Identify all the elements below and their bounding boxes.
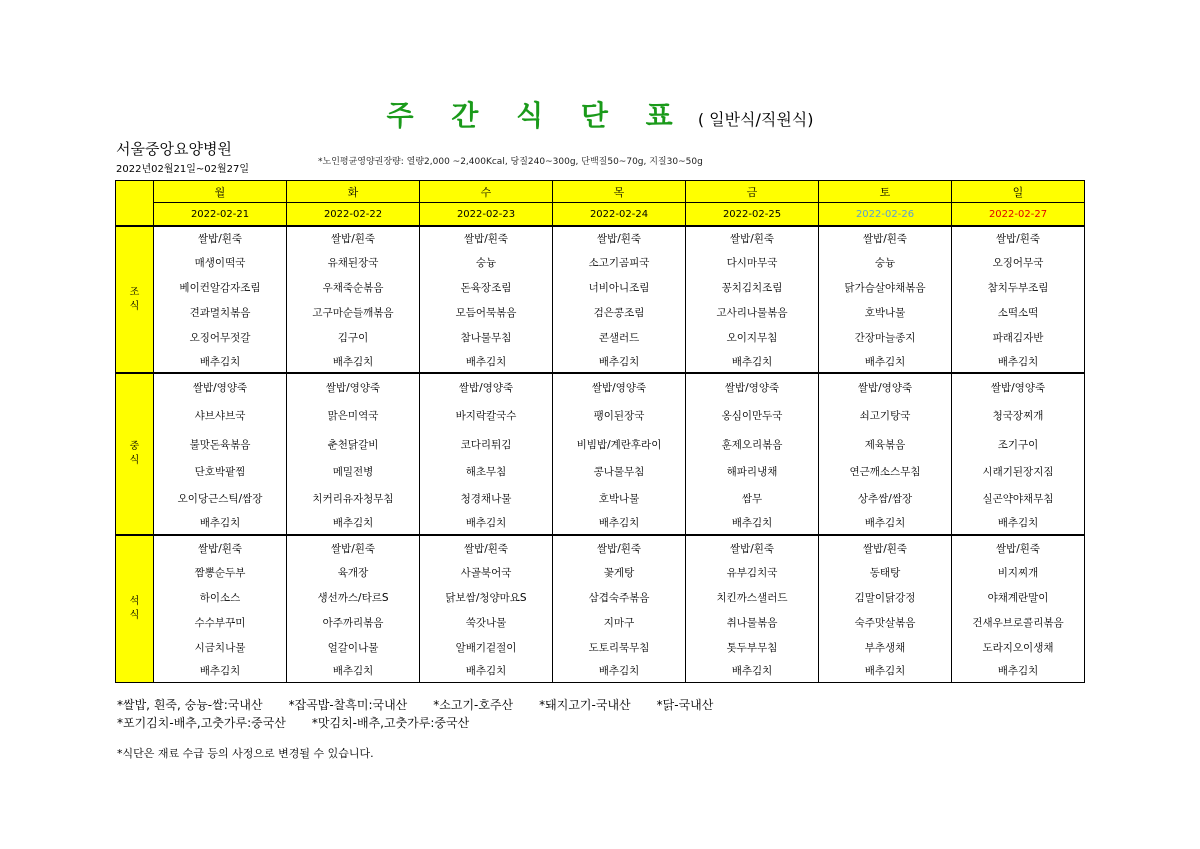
date-header: 2022-02-25 [686, 203, 819, 227]
menu-item: 훈제오리볶음 [686, 430, 819, 458]
menu-item: 쌀밥/영양죽 [553, 373, 686, 401]
menu-row [116, 585, 1085, 610]
origin-note-line [117, 696, 739, 714]
menu-period: 2022년02월21일~02월27일 [116, 164, 250, 175]
origin-notes [117, 696, 739, 732]
menu-row [116, 373, 1085, 401]
menu-item: 유부김치국 [686, 560, 819, 585]
menu-item: 수수부꾸미 [154, 610, 287, 635]
menu-item: 배추김치 [952, 511, 1085, 535]
date-header-row [116, 203, 1085, 227]
menu-item: 숙주맛살볶음 [819, 610, 952, 635]
menu-item: 배추김치 [686, 511, 819, 535]
menu-item: 유채된장국 [287, 250, 420, 275]
menu-item: 호박나물 [553, 485, 686, 511]
menu-item: 쌀밥/흰죽 [952, 535, 1085, 560]
date-header: 2022-02-21 [154, 203, 287, 227]
nutrition-guideline: *노인평균영양권장량: 열량2,000 ~2,400Kcal, 당질240~300g, 단백질50~70g, 지질30~50g [318, 157, 703, 167]
weekly-menu-table [115, 180, 1085, 683]
menu-item: 닭가슴살야채볶음 [819, 275, 952, 300]
menu-item: 숭늉 [819, 250, 952, 275]
day-header: 화 [287, 181, 420, 203]
menu-row [116, 430, 1085, 458]
menu-row [116, 458, 1085, 485]
menu-item: 김구이 [287, 325, 420, 350]
menu-item: 알배기겉절이 [420, 635, 553, 660]
meal-label: 중 식 [116, 373, 154, 535]
date-header: 2022-02-27 [952, 203, 1085, 227]
menu-item: 조기구이 [952, 430, 1085, 458]
origin-note: *닭-국내산 [656, 698, 714, 712]
menu-row [116, 226, 1085, 250]
day-header: 토 [819, 181, 952, 203]
menu-item: 호박나물 [819, 300, 952, 325]
menu-row [116, 535, 1085, 560]
menu-item: 고구마순들깨볶음 [287, 300, 420, 325]
menu-item: 소떡소떡 [952, 300, 1085, 325]
menu-row [116, 275, 1085, 300]
page-title [0, 94, 1200, 134]
corner-cell [116, 181, 154, 227]
menu-item: 도라지오이생채 [952, 635, 1085, 660]
menu-item: 배추김치 [420, 660, 553, 682]
day-header-row [116, 181, 1085, 203]
date-header: 2022-02-24 [553, 203, 686, 227]
menu-item: 간장마늘종지 [819, 325, 952, 350]
menu-item: 시래기된장지짐 [952, 458, 1085, 485]
menu-item: 단호박팥찜 [154, 458, 287, 485]
date-header: 2022-02-23 [420, 203, 553, 227]
menu-item: 쌀밥/영양죽 [952, 373, 1085, 401]
menu-item: 배추김치 [154, 350, 287, 373]
menu-item: 쌀밥/영양죽 [420, 373, 553, 401]
menu-item: 배추김치 [819, 660, 952, 682]
menu-item: 쌀밥/흰죽 [420, 226, 553, 250]
date-header: 2022-02-26 [819, 203, 952, 227]
menu-item: 쌀밥/흰죽 [686, 535, 819, 560]
menu-item: 배추김치 [553, 660, 686, 682]
menu-item: 콩나물무침 [553, 458, 686, 485]
menu-item: 쌀밥/흰죽 [420, 535, 553, 560]
meal-label: 석 식 [116, 535, 154, 682]
menu-item: 견과멸치볶음 [154, 300, 287, 325]
menu-item: 생선까스/타르S [287, 585, 420, 610]
origin-note: *돼지고기-국내산 [539, 698, 631, 712]
menu-item: 참나물무침 [420, 325, 553, 350]
menu-item: 배추김치 [553, 511, 686, 535]
menu-item: 비빔밥/계란후라이 [553, 430, 686, 458]
origin-note-line [117, 714, 739, 732]
menu-row [116, 635, 1085, 660]
menu-item: 치킨까스샐러드 [686, 585, 819, 610]
menu-item: 배추김치 [952, 660, 1085, 682]
menu-item: 쌀밥/흰죽 [819, 535, 952, 560]
menu-item: 매생이떡국 [154, 250, 287, 275]
hospital-name: 서울중앙요양병원 [116, 140, 232, 158]
date-header: 2022-02-22 [287, 203, 420, 227]
menu-item: 아주까리볶음 [287, 610, 420, 635]
menu-item: 메밀전병 [287, 458, 420, 485]
menu-row [116, 325, 1085, 350]
menu-item: 김말이닭강정 [819, 585, 952, 610]
title-subtitle: ( 일반식/직원식) [697, 110, 814, 129]
origin-note: *쌀밥, 흰죽, 숭늉-쌀:국내산 [117, 698, 263, 712]
origin-note: *소고기-호주산 [433, 698, 514, 712]
menu-row [116, 485, 1085, 511]
menu-item: 배추김치 [819, 350, 952, 373]
menu-item: 쌀밥/영양죽 [154, 373, 287, 401]
menu-item: 배추김치 [420, 350, 553, 373]
menu-item: 소고기곰피국 [553, 250, 686, 275]
menu-item: 얼갈이나물 [287, 635, 420, 660]
menu-item: 육개장 [287, 560, 420, 585]
menu-item: 톳두부무침 [686, 635, 819, 660]
meal-label: 조 식 [116, 226, 154, 373]
menu-row [116, 660, 1085, 682]
menu-item: 쌀밥/영양죽 [686, 373, 819, 401]
menu-item: 다시마무국 [686, 250, 819, 275]
menu-item: 맑은미역국 [287, 401, 420, 430]
menu-item: 실곤약야채무침 [952, 485, 1085, 511]
menu-item: 배추김치 [154, 511, 287, 535]
menu-row [116, 350, 1085, 373]
menu-item: 쌀밥/흰죽 [686, 226, 819, 250]
menu-item: 배추김치 [952, 350, 1085, 373]
day-header: 목 [553, 181, 686, 203]
menu-item: 모듬어묵볶음 [420, 300, 553, 325]
menu-item: 도토리묵무침 [553, 635, 686, 660]
menu-item: 파래김자반 [952, 325, 1085, 350]
menu-item: 배추김치 [287, 511, 420, 535]
menu-item: 삼겹숙주볶음 [553, 585, 686, 610]
menu-item: 건새우브로콜리볶음 [952, 610, 1085, 635]
menu-change-notice: *식단은 재료 수급 등의 사정으로 변경될 수 있습니다. [117, 747, 374, 760]
menu-item: 검은콩조림 [553, 300, 686, 325]
menu-item: 쌀밥/영양죽 [819, 373, 952, 401]
menu-row [116, 401, 1085, 430]
menu-item: 배추김치 [154, 660, 287, 682]
menu-item: 사골북어국 [420, 560, 553, 585]
menu-item: 동태탕 [819, 560, 952, 585]
menu-item: 하이소스 [154, 585, 287, 610]
menu-item: 오징어무국 [952, 250, 1085, 275]
menu-item: 쌀밥/영양죽 [287, 373, 420, 401]
menu-row [116, 511, 1085, 535]
menu-item: 쇠고기탕국 [819, 401, 952, 430]
menu-item: 숭늉 [420, 250, 553, 275]
menu-item: 오이당근스틱/쌈장 [154, 485, 287, 511]
menu-item: 쌀밥/흰죽 [952, 226, 1085, 250]
menu-item: 시금치나물 [154, 635, 287, 660]
menu-item: 배추김치 [553, 350, 686, 373]
menu-item: 쌈무 [686, 485, 819, 511]
menu-item: 배추김치 [819, 511, 952, 535]
origin-note: *포기김치-배추,고춧가루:중국산 [117, 716, 286, 730]
menu-item: 너비아니조림 [553, 275, 686, 300]
menu-row [116, 300, 1085, 325]
menu-item: 우채죽순볶음 [287, 275, 420, 300]
menu-item: 취나물볶음 [686, 610, 819, 635]
menu-item: 치커리유자청무침 [287, 485, 420, 511]
menu-item: 콘샐러드 [553, 325, 686, 350]
day-header: 금 [686, 181, 819, 203]
day-header: 월 [154, 181, 287, 203]
menu-row [116, 610, 1085, 635]
day-header: 수 [420, 181, 553, 203]
menu-item: 꽃게탕 [553, 560, 686, 585]
menu-item: 코다리튀김 [420, 430, 553, 458]
menu-item: 상추쌈/쌈장 [819, 485, 952, 511]
menu-item: 제육볶음 [819, 430, 952, 458]
menu-item: 팽이된장국 [553, 401, 686, 430]
menu-item: 불맛돈육볶음 [154, 430, 287, 458]
menu-item: 지마구 [553, 610, 686, 635]
menu-item: 청경채나물 [420, 485, 553, 511]
menu-item: 부추생채 [819, 635, 952, 660]
menu-item: 옹심이만두국 [686, 401, 819, 430]
menu-item: 닭보쌈/청양마요S [420, 585, 553, 610]
menu-item: 비지찌개 [952, 560, 1085, 585]
menu-item: 참치두부조림 [952, 275, 1085, 300]
menu-item: 배추김치 [287, 660, 420, 682]
menu-item: 쌀밥/흰죽 [287, 226, 420, 250]
menu-item: 배추김치 [287, 350, 420, 373]
day-header: 일 [952, 181, 1085, 203]
menu-item: 오이지무침 [686, 325, 819, 350]
menu-row [116, 250, 1085, 275]
menu-item: 돈육장조림 [420, 275, 553, 300]
menu-item: 배추김치 [686, 350, 819, 373]
menu-item: 배추김치 [420, 511, 553, 535]
menu-item: 춘천닭갈비 [287, 430, 420, 458]
menu-item: 연근깨소스무침 [819, 458, 952, 485]
title-main: 주 간 식 단 표 [386, 99, 687, 132]
menu-item: 바지락칼국수 [420, 401, 553, 430]
menu-row [116, 560, 1085, 585]
menu-item: 배추김치 [686, 660, 819, 682]
origin-note: *맛김치-배추,고춧가루:중국산 [311, 716, 470, 730]
menu-item: 해파리냉채 [686, 458, 819, 485]
menu-item: 해초무침 [420, 458, 553, 485]
menu-item: 쌀밥/흰죽 [287, 535, 420, 560]
menu-item: 쑥갓나물 [420, 610, 553, 635]
menu-item: 오징어무젓갈 [154, 325, 287, 350]
origin-note: *잡곡밥-찰흑미:국내산 [288, 698, 408, 712]
menu-item: 쌀밥/흰죽 [553, 535, 686, 560]
menu-item: 쌀밥/흰죽 [154, 226, 287, 250]
menu-item: 베이컨알감자조림 [154, 275, 287, 300]
menu-item: 고사리나물볶음 [686, 300, 819, 325]
menu-item: 청국장찌개 [952, 401, 1085, 430]
menu-item: 야채계란말이 [952, 585, 1085, 610]
menu-item: 샤브샤브국 [154, 401, 287, 430]
menu-item: 짬뽕순두부 [154, 560, 287, 585]
menu-item: 꽁치김치조림 [686, 275, 819, 300]
menu-item: 쌀밥/흰죽 [819, 226, 952, 250]
menu-item: 쌀밥/흰죽 [154, 535, 287, 560]
menu-item: 쌀밥/흰죽 [553, 226, 686, 250]
